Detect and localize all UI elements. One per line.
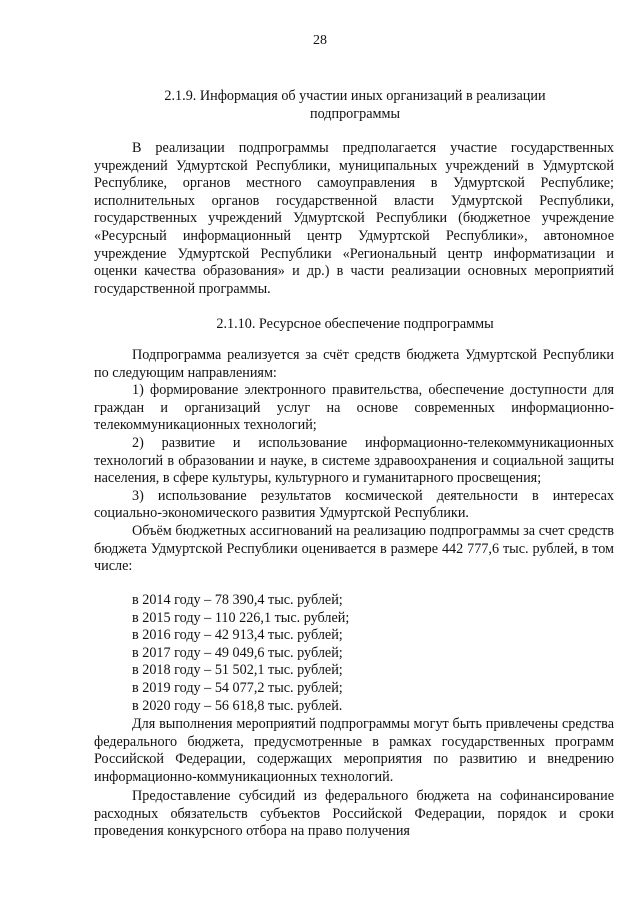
subsidy-paragraph: Предоставление субсидий из федерального бюджета на софинансирование расходных обязательств субъектов Российской Федерации, порядок и сроки проведения конкурсного отбора на право получения	[94, 788, 614, 840]
year-item: в 2017 году – 49 049,6 тыс. рублей;	[132, 644, 343, 661]
year-item: в 2015 году – 110 226,1 тыс. рублей;	[132, 609, 350, 626]
yearly-budget-list	[132, 592, 349, 715]
year-item: в 2020 году – 56 618,8 тыс. рублей.	[132, 697, 343, 714]
heading-line-2: подпрограммы	[310, 105, 400, 122]
direction-item: 1) формирование электронного правительства, обеспечение доступности для граждан и организаций услуг на основе современных информационно-телекоммуникационных технологий;	[94, 382, 614, 434]
year-item: в 2014 году – 78 390,4 тыс. рублей;	[132, 592, 343, 608]
participation-paragraph: В реализации подпрограммы предполагается участие государственных учреждений Удмуртской Республики, муниципальных учреждений в Удмуртской Республике, органов местного самоуправления в Удмуртской Республике; исполнительных органов государственной власти Удмуртской Республики, государственных учреждений Удмуртской Республики (бюджетное учреждение «Ресурсный информационный центр Удмуртской Республики», автономное учреждение Удмуртской Республики «Региональный центр информатизации и оценки качества образования» и др.) в части реализации основных мероприятий государственной программы.	[94, 140, 614, 297]
resources-body	[94, 347, 614, 576]
page-number: 28	[313, 33, 327, 48]
section-heading-participation	[100, 88, 610, 123]
year-item: в 2016 году – 42 913,4 тыс. рублей;	[132, 627, 343, 644]
year-item: в 2019 году – 54 077,2 тыс. рублей;	[132, 679, 343, 696]
heading-line-1: 2.1.9. Информация об участии иных организаций в реализации	[164, 88, 546, 104]
federal-funds-paragraph: Для выполнения мероприятий подпрограммы могут быть привлечены средства федерального бюджета, предусмотренные в рамках государственных программ Российской Федерации, содержащих мероприятия по развитию и внедрению информационно-коммуникационных технологий.	[94, 716, 614, 785]
section-heading-resources: 2.1.10. Ресурсное обеспечение подпрограммы	[216, 316, 494, 332]
direction-item: 2) развитие и использование информационно-телекоммуникационных технологий в образовании и науке, в системе здравоохранения и социальной защиты населения, в сфере культуры, культурного и гуманитарного просвещения;	[94, 434, 614, 487]
budget-intro: Объём бюджетных ассигнований на реализацию подпрограммы за счет средств бюджета Удмуртской Республики оценивается в размере 442 777,6 тыс. рублей, в том числе:	[94, 522, 614, 575]
direction-item: 3) использование результатов космической деятельности в интересах социально-экономического развития Удмуртской Республики.	[94, 487, 614, 522]
year-item: в 2018 году – 51 502,1 тыс. рублей;	[132, 662, 343, 679]
resources-intro: Подпрограмма реализуется за счёт средств бюджета Удмуртской Республики по следующим направлениям:	[94, 347, 614, 381]
